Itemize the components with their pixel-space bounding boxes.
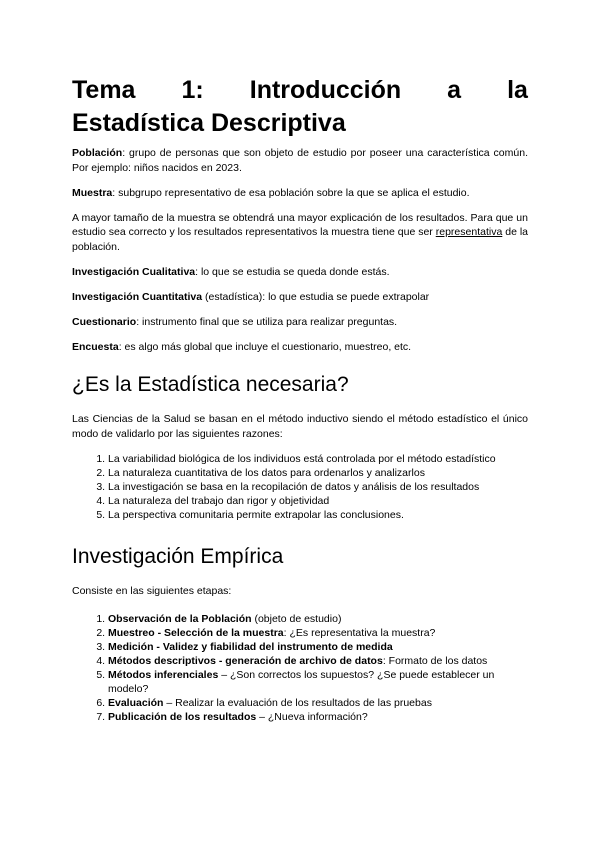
list-item: 5. La perspectiva comunitaria permite extrapolar las conclusiones.	[108, 508, 528, 522]
stage-title: Métodos descriptivos - generación de archivo de datos	[108, 655, 383, 667]
list-item: 2. La naturaleza cuantitativa de los datos para ordenarlos y analizarlos	[108, 466, 528, 480]
definition-text: : grupo de personas que son objeto de estudio por poseer una característica común. Por ejemplo: niños nacidos en 2023.	[72, 147, 528, 174]
section-heading-necesaria: ¿Es la Estadística necesaria?	[72, 373, 349, 396]
list-item	[108, 640, 528, 654]
stage-detail: – ¿Son correctos los supuestos? ¿Se puede establecer un modelo?	[108, 669, 495, 695]
definition-cuantitativa	[72, 290, 528, 305]
definition-term: Cuestionario	[72, 315, 137, 328]
definition-text: : instrumento final que se utiliza para realizar preguntas.	[136, 315, 398, 328]
stage-title: Medición - Validez y fiabilidad del instrumento de medida	[108, 641, 393, 653]
stage-title: Observación de la Población	[108, 613, 252, 625]
title-word: Introducción	[249, 76, 402, 104]
paragraph-text: A mayor tamaño de la muestra se obtendrá una mayor explicación de los resultados. Para que un estudio sea correcto y los resultados representativos la muestra tiene que ser	[72, 211, 528, 238]
definition-muestra	[72, 186, 528, 201]
stage-detail: (objeto de estudio)	[251, 613, 342, 625]
definition-cuestionario	[72, 315, 528, 330]
definition-term: Población	[72, 147, 123, 159]
title-line-1	[72, 74, 528, 107]
list-item: 4. La naturaleza del trabajo dan rigor y objetividad	[108, 494, 528, 508]
title-word: Tema	[72, 76, 136, 104]
title-word: la	[507, 76, 528, 104]
sample-size-paragraph	[72, 211, 528, 255]
section-intro: Consiste en las siguientes etapas:	[72, 584, 232, 597]
page-title	[72, 74, 528, 140]
stage-title: Publicación de los resultados	[108, 711, 257, 723]
list-item	[108, 696, 528, 710]
stage-detail: – ¿Nueva información?	[256, 711, 368, 723]
reasons-list	[72, 452, 528, 522]
list-item	[108, 668, 528, 696]
stage-detail: : Formato de los datos	[382, 655, 488, 667]
stage-title: Métodos inferenciales	[108, 669, 219, 681]
title-word: 1:	[181, 76, 204, 104]
definition-text: : lo que se estudia se queda donde estás.	[195, 265, 390, 278]
definition-text: (estadística): lo que estudia se puede extrapolar	[202, 290, 430, 303]
paragraph-text: de la población.	[72, 226, 529, 253]
title-line-2: Estadística Descriptiva	[72, 109, 346, 137]
stage-detail: : ¿Es representativa la muestra?	[283, 627, 436, 639]
definition-text: : es algo más global que incluye el cuestionario, muestreo, etc.	[118, 340, 412, 353]
stages-list	[72, 612, 528, 724]
section-heading-empirica: Investigación Empírica	[72, 544, 284, 568]
definition-text: : subgrupo representativo de esa población sobre la que se aplica el estudio.	[112, 186, 470, 199]
list-item	[108, 612, 528, 626]
stage-title: Evaluación	[108, 697, 164, 709]
definition-poblacion	[72, 146, 528, 175]
definition-term: Muestra	[72, 186, 113, 199]
definition-cualitativa	[72, 265, 528, 280]
title-word: a	[447, 76, 462, 104]
definition-term: Encuesta	[72, 340, 119, 353]
section-intro: Las Ciencias de la Salud se basan en el método inductivo siendo el método estadístico el único modo de validarlo por las siguientes razones:	[72, 413, 528, 440]
definition-term: Investigación Cuantitativa	[72, 290, 203, 303]
definition-term: Investigación Cualitativa	[72, 265, 196, 278]
underlined-word: representativa	[435, 226, 503, 238]
list-item	[108, 626, 528, 640]
stage-detail: – Realizar la evaluación de los resultados de las pruebas	[163, 697, 432, 709]
definition-encuesta	[72, 340, 528, 355]
list-item	[108, 710, 528, 724]
stage-title: Muestreo - Selección de la muestra	[108, 627, 284, 639]
list-item	[108, 654, 528, 668]
list-item: 3. La investigación se basa en la recopilación de datos y análisis de los resultados	[108, 480, 528, 494]
list-item: 1. La variabilidad biológica de los individuos está controlada por el método estadístico	[108, 452, 528, 466]
